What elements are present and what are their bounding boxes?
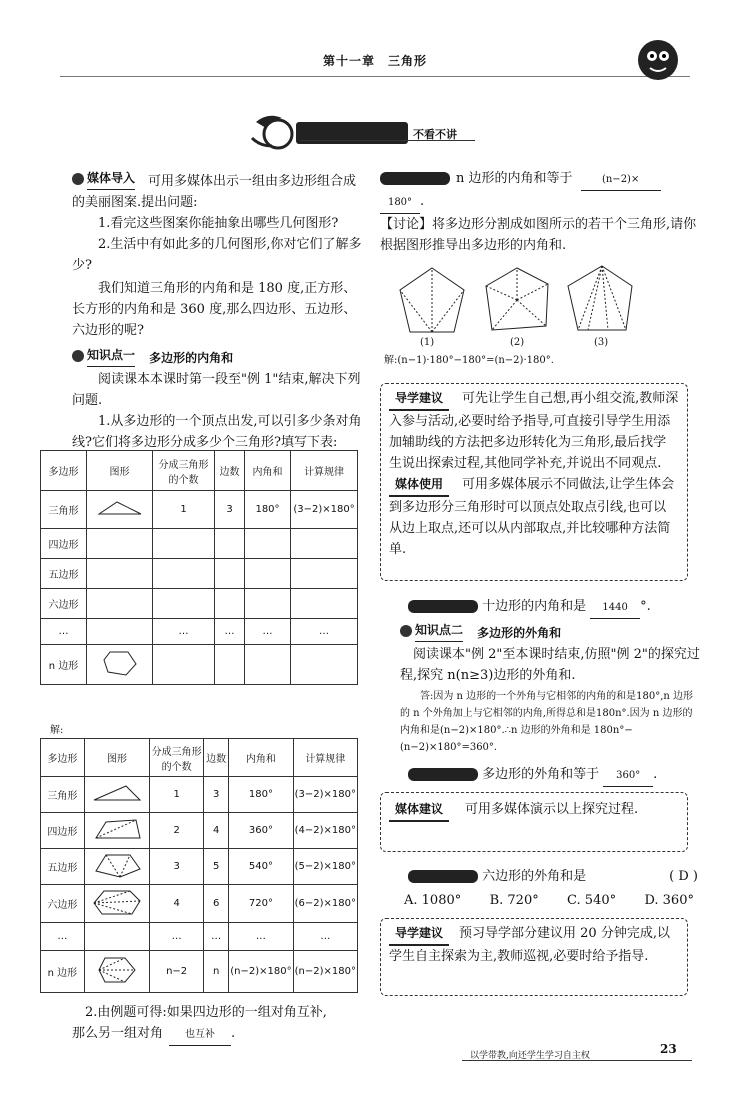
table-cell — [215, 645, 245, 685]
table-row — [41, 619, 358, 645]
table-cell: … — [204, 923, 229, 951]
table-cell — [84, 849, 149, 885]
media-use-label: 媒体使用 — [389, 474, 449, 497]
table-cell — [153, 529, 215, 559]
table-cell: 180° — [229, 777, 293, 813]
table-row — [41, 559, 358, 589]
table-cell — [87, 529, 153, 559]
table-cell: (n−2)×180° — [229, 951, 293, 993]
intro-text: 我们知道三角形的内角和是 180 度,正方形、长方形的内角和是 360 度,那么四边形、五边形、六边形的呢? — [72, 281, 357, 338]
table-cell — [291, 645, 358, 685]
choice-c: C. 540° — [567, 893, 617, 908]
mascot-icon — [628, 28, 688, 88]
table-cell — [291, 559, 358, 589]
guide-box — [380, 383, 688, 581]
table-cell — [215, 589, 245, 619]
guide-label: 导学建议 — [389, 923, 449, 946]
table-header: 边数 — [204, 739, 229, 777]
exercise-tag — [408, 768, 478, 781]
hexagon-question: 六边形的外角和是 ( D ) — [408, 866, 698, 887]
table-cell: 四边形 — [41, 813, 85, 849]
table-header: 多边形 — [41, 451, 87, 491]
bullet-icon — [72, 350, 84, 362]
table-cell: 540° — [229, 849, 293, 885]
table-cell — [245, 645, 291, 685]
table-row — [41, 589, 358, 619]
table-cell: 360° — [229, 813, 293, 849]
answer-blank: 180° — [380, 192, 420, 214]
table-row — [41, 923, 358, 951]
polygon-figure — [95, 954, 139, 986]
figure-label: (2) — [510, 337, 525, 348]
table-cell — [84, 813, 149, 849]
banner-rule — [300, 140, 475, 141]
table-cell — [215, 529, 245, 559]
answer-blank: (n−2)× — [581, 169, 661, 191]
choices — [404, 890, 694, 911]
table-cell — [291, 529, 358, 559]
table-cell: 六边形 — [41, 589, 87, 619]
choice-b: B. 720° — [489, 893, 539, 908]
left-column — [72, 168, 362, 453]
polygon-figure — [100, 648, 140, 678]
table-header: 计算规律 — [291, 451, 358, 491]
table-cell — [153, 645, 215, 685]
flame-icon — [248, 112, 298, 152]
decagon-question: 十边形的内角和是 1440 °. — [408, 596, 698, 619]
table-header: 图形 — [87, 451, 153, 491]
exercise-tag — [408, 870, 478, 883]
quadrilateral-figure — [90, 816, 144, 842]
media-suggestion-text: 可用多媒体演示以上探究过程. — [465, 802, 639, 817]
table-cell — [87, 619, 153, 645]
table-cell: 1 — [153, 491, 215, 529]
table-cell: n 边形 — [41, 645, 87, 685]
answer-blank: 1440 — [590, 597, 640, 619]
table-cell: 6 — [204, 885, 229, 923]
reading-task-2: 阅读课本"例 2"至本课时结束,仿照"例 2"的探究过程,探究 n(n≥3)边形的外角和. — [400, 647, 700, 683]
answer-blank: 360° — [603, 765, 653, 787]
table-cell: n−2 — [150, 951, 204, 993]
question-3: 1.从多边形的一个顶点出发,可以引多少条对角线?它们将多边形分成多少个三角形?填写下表: — [72, 414, 362, 450]
table-cell: 1 — [150, 777, 204, 813]
table-cell: 5 — [204, 849, 229, 885]
table-cell — [245, 559, 291, 589]
table-cell: 六边形 — [41, 885, 85, 923]
answer-2: 答:因为 n 边形的一个外角与它相邻的内角的和是180°,n 边形的 n 个外角加上与它相邻的内角,所得总和是180n°.因为 n 边形的内角和是(n−2)×180°.∴n 边形的外角和是 180n°−(n−2)×180°=360°. — [400, 691, 694, 753]
table-cell: … — [41, 923, 85, 951]
media-import: 媒体导入 可用多媒体出示一组由多边形组合成的美丽图案.提出问题: — [72, 168, 362, 213]
table-cell: 五边形 — [41, 559, 87, 589]
table-cell — [87, 491, 153, 529]
table-cell — [245, 529, 291, 559]
table-row — [41, 491, 358, 529]
question-2: 2.生活中有如此多的几何图形,你对它们了解多少? — [72, 237, 362, 273]
table-cell: … — [293, 923, 357, 951]
table-cell: … — [245, 619, 291, 645]
exercise-tag — [380, 172, 450, 185]
guide-label: 导学建议 — [389, 388, 449, 411]
table-cell — [84, 885, 149, 923]
table-cell: … — [291, 619, 358, 645]
table-header: 多边形 — [41, 739, 85, 777]
table-answers — [40, 738, 358, 993]
media-import-label: 媒体导入 — [72, 168, 135, 190]
figure-label: (1) — [420, 337, 435, 348]
pentagon-figure — [90, 851, 144, 879]
media-suggestion-label: 媒体建议 — [389, 799, 449, 822]
table-cell — [87, 589, 153, 619]
table-header: 边数 — [215, 451, 245, 491]
table-cell: (n−2)×180° — [293, 951, 357, 993]
partition-figures — [392, 260, 692, 350]
media-suggestion-box — [380, 792, 688, 852]
table-cell — [153, 559, 215, 589]
table-row — [41, 885, 358, 923]
table-header: 分成三角形的个数 — [153, 451, 215, 491]
guide-text: 预习导学部分建议用 20 分钟完成,以学生自主探索为主,教师巡视,必要时给予指导. — [389, 926, 670, 964]
table-cell: 720° — [229, 885, 293, 923]
triangle-figure — [95, 498, 145, 518]
table-cell: n — [204, 951, 229, 993]
guide-text: 可先让学生自己想,再小组交流,教师深入参与活动,必要时给予指导,可直接引导学生用添加辅助线的方法把多边形转化为三角形,最后找学生说出探索过程,其他同学补充,并说出不同观点. — [389, 391, 679, 471]
table-cell: 四边形 — [41, 529, 87, 559]
table-cell — [291, 589, 358, 619]
table-blank — [40, 450, 358, 685]
table-row — [41, 777, 358, 813]
section-banner — [248, 112, 468, 152]
figure-3 — [568, 266, 632, 330]
header-rule — [60, 76, 690, 77]
kp2-heading: 知识点二 多边形的外角和 — [400, 620, 700, 644]
table-cell: 4 — [204, 813, 229, 849]
table-cell: … — [153, 619, 215, 645]
figure-1 — [400, 268, 464, 332]
table-cell: (5−2)×180° — [293, 849, 357, 885]
table-row — [41, 849, 358, 885]
table-cell: 三角形 — [41, 491, 87, 529]
table-cell: (3−2)×180° — [291, 491, 358, 529]
table-row — [41, 645, 358, 685]
table-cell — [87, 645, 153, 685]
table-header: 内角和 — [229, 739, 293, 777]
table-cell: (6−2)×180° — [293, 885, 357, 923]
media-use-text: 可用多媒体展示不同做法,让学生体会到多边形分三角形时可以顶点处取点引线,也可以从边上取点,还可以从内部取点,并比较哪种方法简单. — [389, 477, 675, 557]
page-number: 23 — [660, 1042, 677, 1056]
footer-motto: 以学带教,向还学生学习自主权 — [470, 1051, 590, 1061]
table-cell: … — [41, 619, 87, 645]
question-1: 1.看完这些图案你能抽象出哪些几何图形? — [98, 216, 339, 231]
table-cell: 3 — [215, 491, 245, 529]
bullet-icon — [400, 625, 412, 637]
table-cell: 五边形 — [41, 849, 85, 885]
table-cell: n 边形 — [41, 951, 85, 993]
discussion: 【讨论】将多边形分割成如图所示的若干个三角形,请你根据图形推导出多边形的内角和. — [380, 217, 697, 253]
table-cell — [84, 923, 149, 951]
hexagon-figure — [90, 887, 144, 917]
kp1-heading: 知识点一 多边形的内角和 — [72, 345, 362, 369]
choice-a: A. 1080° — [404, 893, 462, 908]
table-header: 分成三角形的个数 — [150, 739, 204, 777]
table-cell: … — [229, 923, 293, 951]
table-cell — [153, 589, 215, 619]
table-cell: 4 — [150, 885, 204, 923]
table-cell: … — [215, 619, 245, 645]
table-cell: 2 — [150, 813, 204, 849]
table-header: 内角和 — [245, 451, 291, 491]
solution-1: 解:(n−1)·180°−180°=(n−2)·180°. — [384, 355, 554, 366]
table-header: 图形 — [84, 739, 149, 777]
table-cell: 180° — [245, 491, 291, 529]
table-cell: 三角形 — [41, 777, 85, 813]
reading-task: 阅读课本本课时第一段至"例 1"结束,解决下列问题. — [72, 372, 361, 408]
table-cell: 3 — [204, 777, 229, 813]
kp2-section — [400, 620, 700, 756]
table-cell — [245, 589, 291, 619]
answer-choice: ( D ) — [669, 869, 698, 884]
table-row — [41, 529, 358, 559]
choice-d: D. 360° — [644, 893, 694, 908]
exterior-sum-question: 多边形的外角和等于 360° . — [408, 764, 698, 787]
table-cell: (4−2)×180° — [293, 813, 357, 849]
banner-tag: 不看不讲 — [413, 128, 457, 141]
table-cell — [84, 777, 149, 813]
figure-label: (3) — [594, 337, 609, 348]
table-row — [41, 813, 358, 849]
solution-label: 解: — [50, 725, 64, 736]
table-cell — [87, 559, 153, 589]
exercise-tag — [408, 600, 478, 613]
table-cell: (3−2)×180° — [293, 777, 357, 813]
chapter-title: 第十一章 三角形 — [322, 54, 427, 68]
table-cell — [215, 559, 245, 589]
interior-sum-question: n 边形的内角和等于 (n−2)× — [380, 168, 700, 191]
table-cell: 3 — [150, 849, 204, 885]
table-row — [41, 951, 358, 993]
figure-2 — [486, 268, 548, 330]
bullet-icon — [72, 173, 84, 185]
table-cell — [84, 951, 149, 993]
guide-box-2 — [380, 918, 688, 996]
right-column: n 边形的内角和等于 (n−2)× 180° . 【讨论】将多边形分割成如图所示的若干个三角形,请你根据图形推导出多边形的内角和. — [380, 168, 700, 256]
answer-blank: 也互补 — [169, 1024, 231, 1046]
table-cell: … — [150, 923, 204, 951]
question-4: 2.由例题可得:如果四边形的一组对角互补, 那么另一组对角 也互补 . — [72, 1002, 362, 1046]
triangle-figure — [90, 782, 144, 804]
table-header: 计算规律 — [293, 739, 357, 777]
